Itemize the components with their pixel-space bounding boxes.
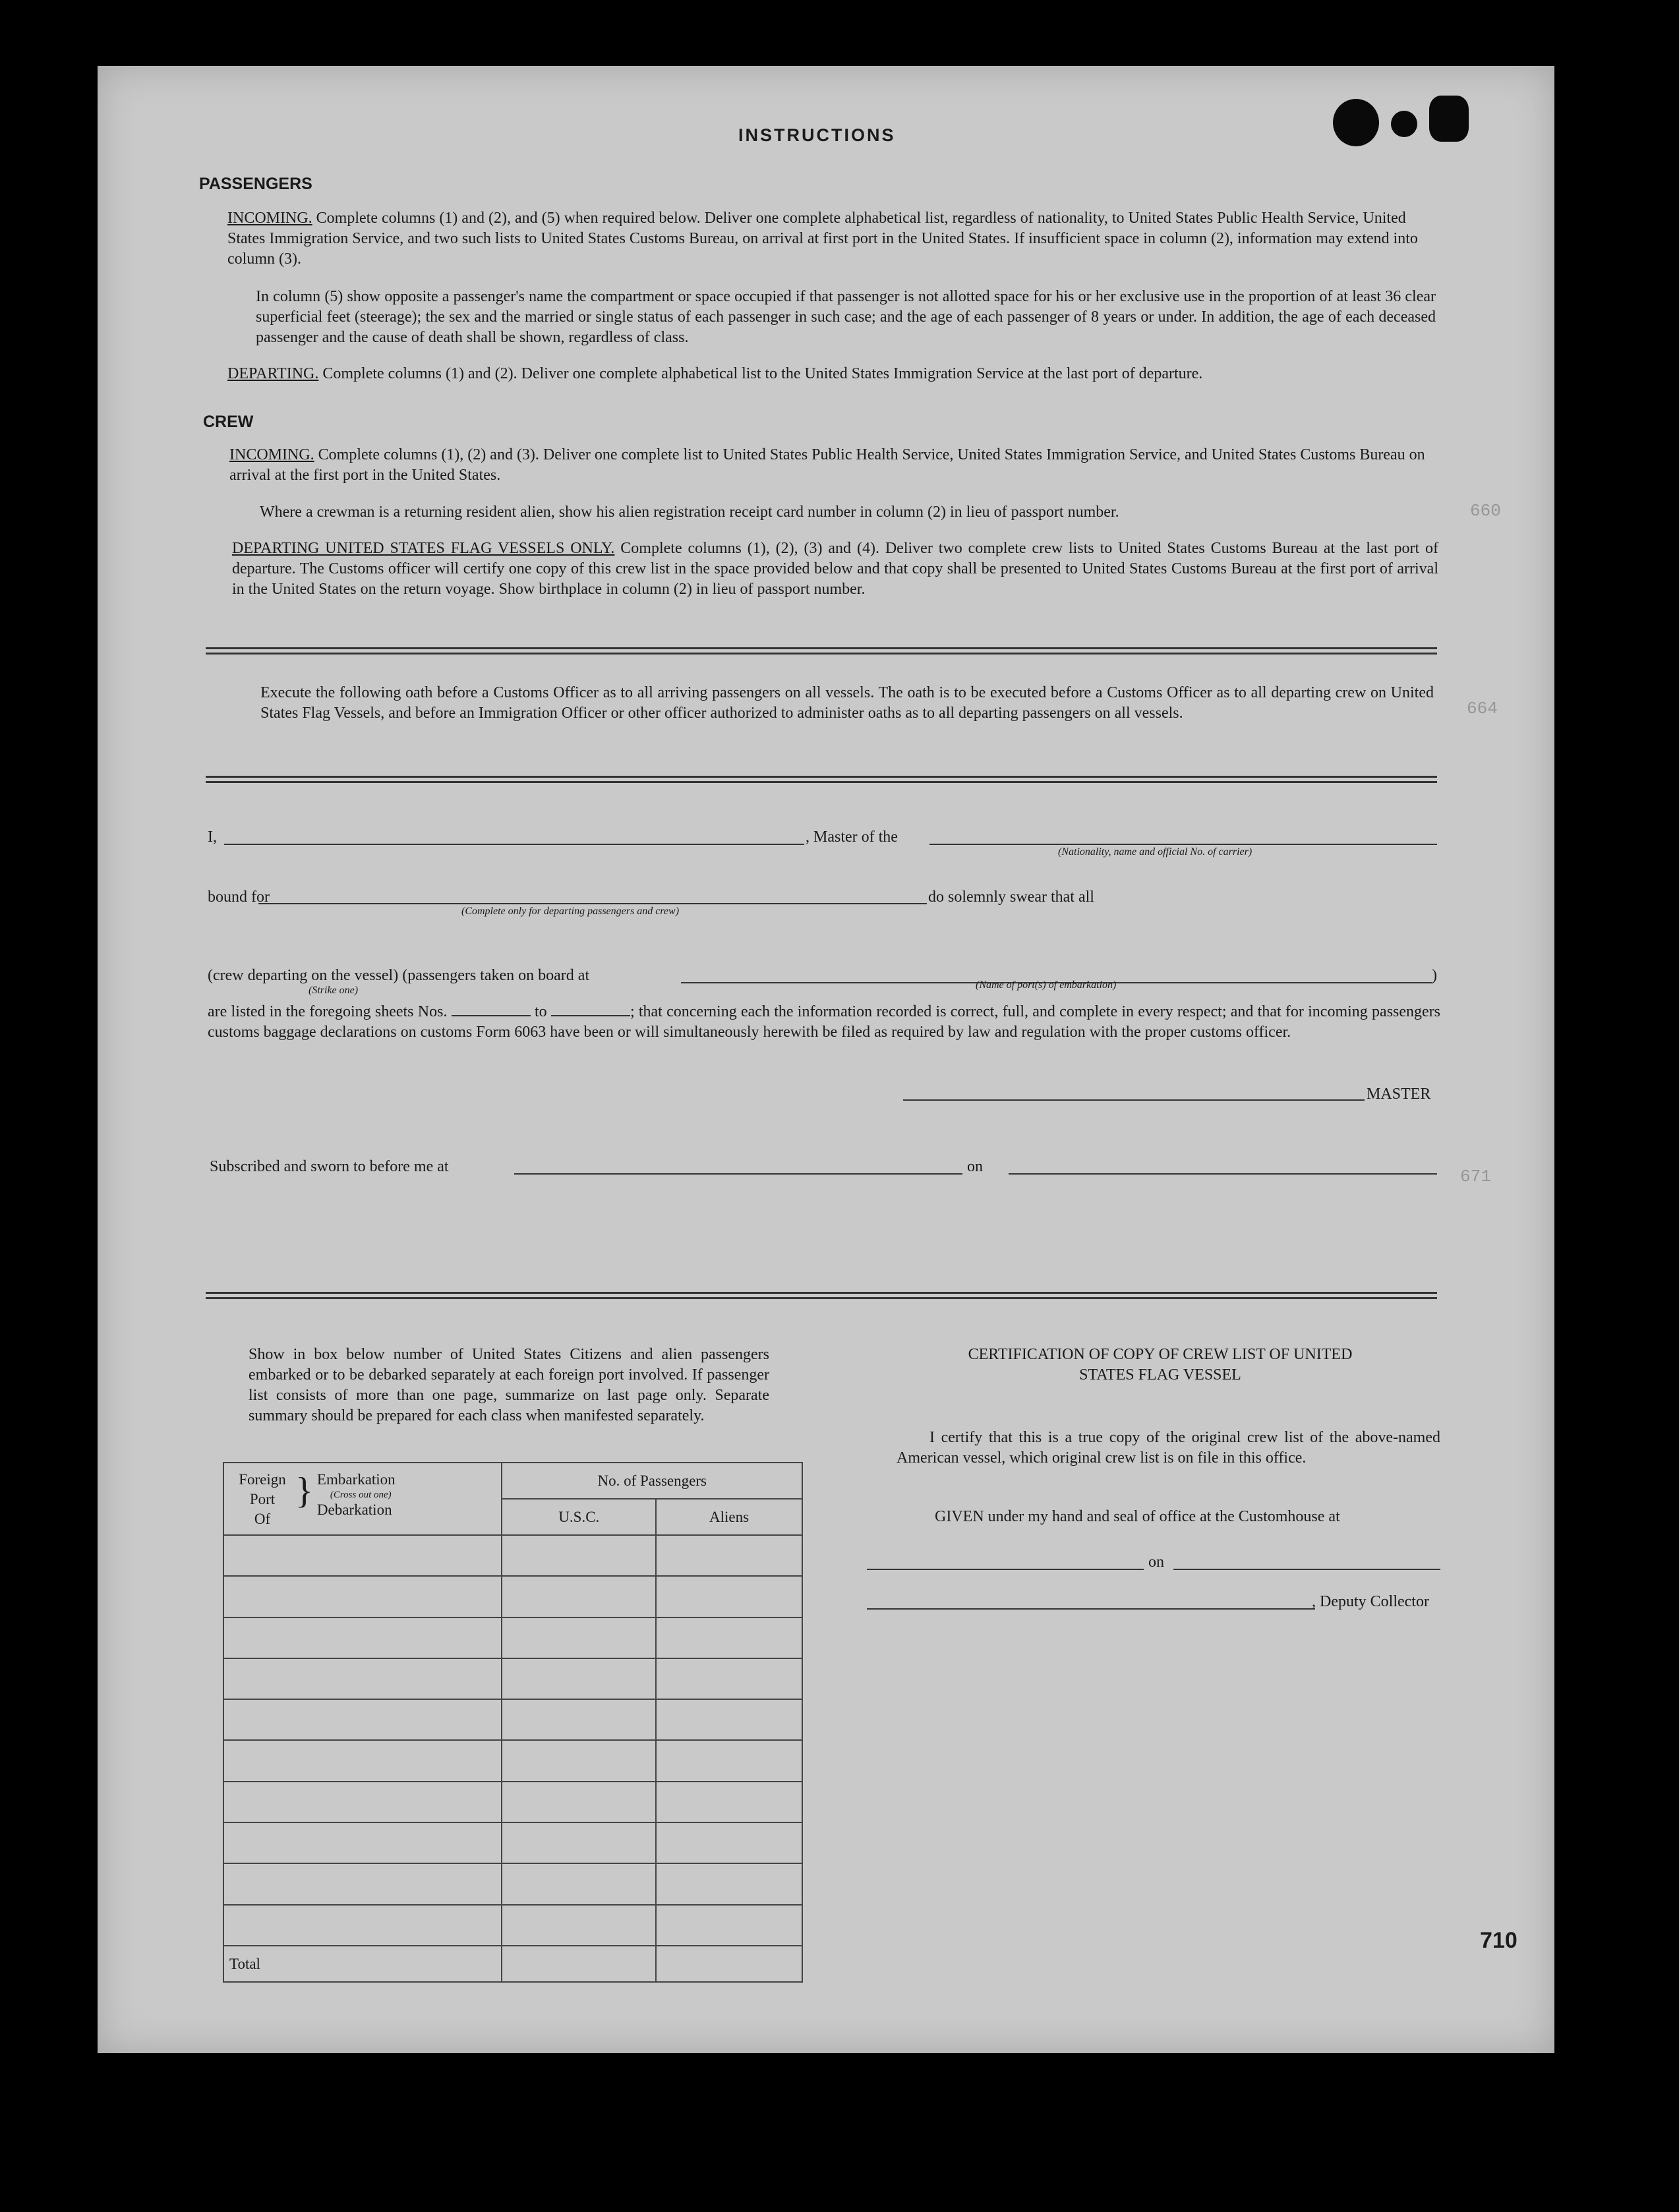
usc-cell[interactable] [502,1905,656,1946]
master-signature-field[interactable] [903,1099,1365,1101]
table-row[interactable] [223,1576,502,1617]
table-row[interactable] [223,1535,502,1576]
master-label: MASTER [1367,1086,1431,1103]
table-row[interactable] [223,1863,502,1904]
strike-one-caption: (Strike one) [309,985,359,996]
sworn-place-field[interactable] [514,1173,962,1175]
master-name-field[interactable] [224,844,804,845]
given-under: GIVEN under my hand and seal of office at the Customhouse at [935,1508,1340,1525]
usc-cell[interactable] [502,1822,656,1863]
bleed-through-text: 671 [1460,1167,1491,1186]
passengers-column5: In column (5) show opposite a passenger's name the compartment or space occupied if that passenger is not allotted space for his or her exclusive use in the proportion of at least 36 clear superficial feet (steerage); the sex and the married or single status of each passenger in such case; and the age of each passenger of 8 years or under. In addition, the age of each deceased passenger and the cause of death shall be shown, regardless of class. [256,288,1436,346]
table-row[interactable] [223,1617,502,1658]
bound-for-label: bound for [208,888,270,906]
foreign-label: Foreign [239,1471,286,1488]
aliens-cell[interactable] [656,1863,802,1904]
crew-departing-text: Complete columns (1), (2), (3) and (4). Deliver two complete crew lists to United States Customs Bureau at the last port of departure. The Customs officer will certify one copy of this crew list in the space provided below and that copy shall be presented to United States Customs Bureau at the first port of arrival in the United States on the return voyage. Show birthplace in column (2) in lieu of passport number. [232,540,1439,598]
oath-to: to [535,1003,547,1020]
crew-departing [232,538,1438,600]
aliens-total-cell[interactable] [656,1946,802,1982]
crew-resident-alien: Where a crewman is a returning resident alien, show his alien registration receipt card number in column (2) in lieu of passport number. [260,504,1119,521]
customhouse-field[interactable] [867,1569,1144,1570]
usc-cell[interactable] [502,1658,656,1699]
oath-i-label: I, [208,829,217,846]
usc-cell[interactable] [502,1576,656,1617]
label-incoming: INCOMING. [227,210,312,227]
master-of-label: , Master of the [806,829,898,846]
divider [206,1292,1437,1299]
section-crew: CREW [203,413,254,431]
aliens-cell[interactable] [656,1658,802,1699]
crew-incoming [229,445,1436,486]
aliens-cell[interactable] [656,1699,802,1740]
summary-instructions: Show in box below number of United States Citizens and alien passengers embarked or to be debarked separately at each foreign port involved. If passenger list consists of more than one page, summarize on last page only. Separate summary should be prepared for each class when manifested separately. [249,1346,769,1424]
aliens-cell[interactable] [656,1617,802,1658]
bleed-through-text: 664 [1467,699,1498,718]
carrier-field[interactable] [929,844,1437,845]
label-crew-incoming: INCOMING. [229,446,314,463]
aliens-header: Aliens [656,1499,802,1535]
bound-for-field[interactable] [258,903,927,904]
table-row[interactable] [223,1740,502,1781]
ports-caption: (Name of port(s) of embarkation) [976,979,1117,991]
label-departing: DEPARTING. [227,365,319,382]
ink-blot [1391,111,1417,137]
subscribed-label: Subscribed and sworn to before me at [210,1158,449,1175]
aliens-cell[interactable] [656,1905,802,1946]
table-row[interactable] [223,1782,502,1822]
aliens-cell[interactable] [656,1822,802,1863]
divider [206,647,1437,655]
oath-listed-in: are listed in the foregoing sheets Nos. [208,1003,448,1020]
aliens-cell[interactable] [656,1740,802,1781]
crew-incoming-text: Complete columns (1), (2) and (3). Deliver one complete list to United States Public Health Service, United States Immigration Service, and United States Customs Bureau on arrival at the first port in the United States. [229,446,1425,484]
crew-departing-phrase: (crew departing on the vessel) (passengers taken on board at [208,967,590,984]
usc-total-cell[interactable] [502,1946,656,1982]
deputy-collector-label: , Deputy Collector [1312,1593,1429,1610]
port-label: Port [249,1491,276,1507]
divider [206,776,1437,783]
certification-text: I certify that this is a true copy of the original crew list of the above-named American vessel, which original crew list is on file in this office. [897,1429,1440,1467]
cert-on-label: on [1148,1554,1164,1571]
port-header: Foreign Port Of } Embarkation (Cross out one) Debarkation [223,1463,501,1535]
debarkation-label: Debarkation [316,1501,392,1518]
certification-title: CERTIFICATION OF COPY OF CREW LIST OF UNITED STATES FLAG VESSEL [968,1346,1353,1383]
table-row[interactable] [223,1905,502,1946]
table-row[interactable] [223,1822,502,1863]
bleed-through-text: 660 [1470,501,1501,521]
carrier-caption: (Nationality, name and official No. of carrier) [1058,846,1252,858]
passengers-departing-text: Complete columns (1) and (2). Deliver one complete alphabetical list to the United States Immigration Service at the last port of departure. [322,365,1203,382]
oath-instructions: Execute the following oath before a Customs Officer as to all arriving passengers on all vessels. The oath is to be executed before a Customs Officer as to all departing crew on United States Flag Vessels, and before an Immigration Officer or other officer authorized to administer oaths as to all departing passengers on all vessels. [260,684,1434,722]
section-passengers: PASSENGERS [199,175,312,193]
page-title: INSTRUCTIONS [738,125,896,145]
usc-header: U.S.C. [502,1499,656,1535]
ink-blot [1429,96,1469,142]
passengers-incoming-text: Complete columns (1) and (2), and (5) when required below. Deliver one complete alphabetical list, regardless of nationality, to United States Public Health Service, United States Immigration Service, and two such lists to United States Customs Bureau, on arrival at first port in the United States. If insufficient space in column (2), information may extend into column (3). [227,210,1418,268]
embarkation-label: Embarkation [316,1471,396,1488]
total-label: Total [223,1946,502,1982]
label-crew-departing: DEPARTING UNITED STATES FLAG VESSELS ONLY. [232,540,615,557]
bound-for-caption: (Complete only for departing passengers and crew) [461,906,680,917]
page-number: 710 [1480,1928,1517,1953]
usc-cell[interactable] [502,1699,656,1740]
passenger-summary-table [223,1462,803,1983]
aliens-cell[interactable] [656,1535,802,1576]
table-row[interactable] [223,1658,502,1699]
usc-cell[interactable] [502,1617,656,1658]
sheet-to-field[interactable] [551,1015,630,1016]
foreign-port-of [229,1470,295,1529]
usc-cell[interactable] [502,1863,656,1904]
passengers-incoming [227,208,1434,270]
on-label: on [967,1158,983,1175]
oath-body [208,1002,1440,1043]
of-label: Of [254,1511,271,1527]
table-row[interactable] [223,1699,502,1740]
usc-cell[interactable] [502,1782,656,1822]
oath-rest: ; that concerning each the information recorded is correct, full, and complete in every respect; and that for incoming passengers customs baggage declarations on customs Form 6063 have been or will simultaneously herewith be filed as required by law and regulation with the proper customs officer. [208,1003,1441,1041]
cross-out-caption: (Cross out one) [330,1490,392,1500]
aliens-cell[interactable] [656,1576,802,1617]
sworn-date-field[interactable] [1009,1173,1437,1175]
usc-cell[interactable] [502,1740,656,1781]
swear-text: do solemnly swear that all [928,888,1094,906]
no-passengers-header: No. of Passengers [502,1463,802,1499]
cert-date-field[interactable] [1173,1569,1440,1570]
ink-blot [1333,99,1379,146]
close-paren: ) [1432,967,1437,984]
sheet-from-field[interactable] [452,1015,531,1016]
passengers-departing [227,364,1434,384]
aliens-cell[interactable] [656,1782,802,1822]
usc-cell[interactable] [502,1535,656,1576]
deputy-signature-field[interactable] [867,1608,1315,1610]
